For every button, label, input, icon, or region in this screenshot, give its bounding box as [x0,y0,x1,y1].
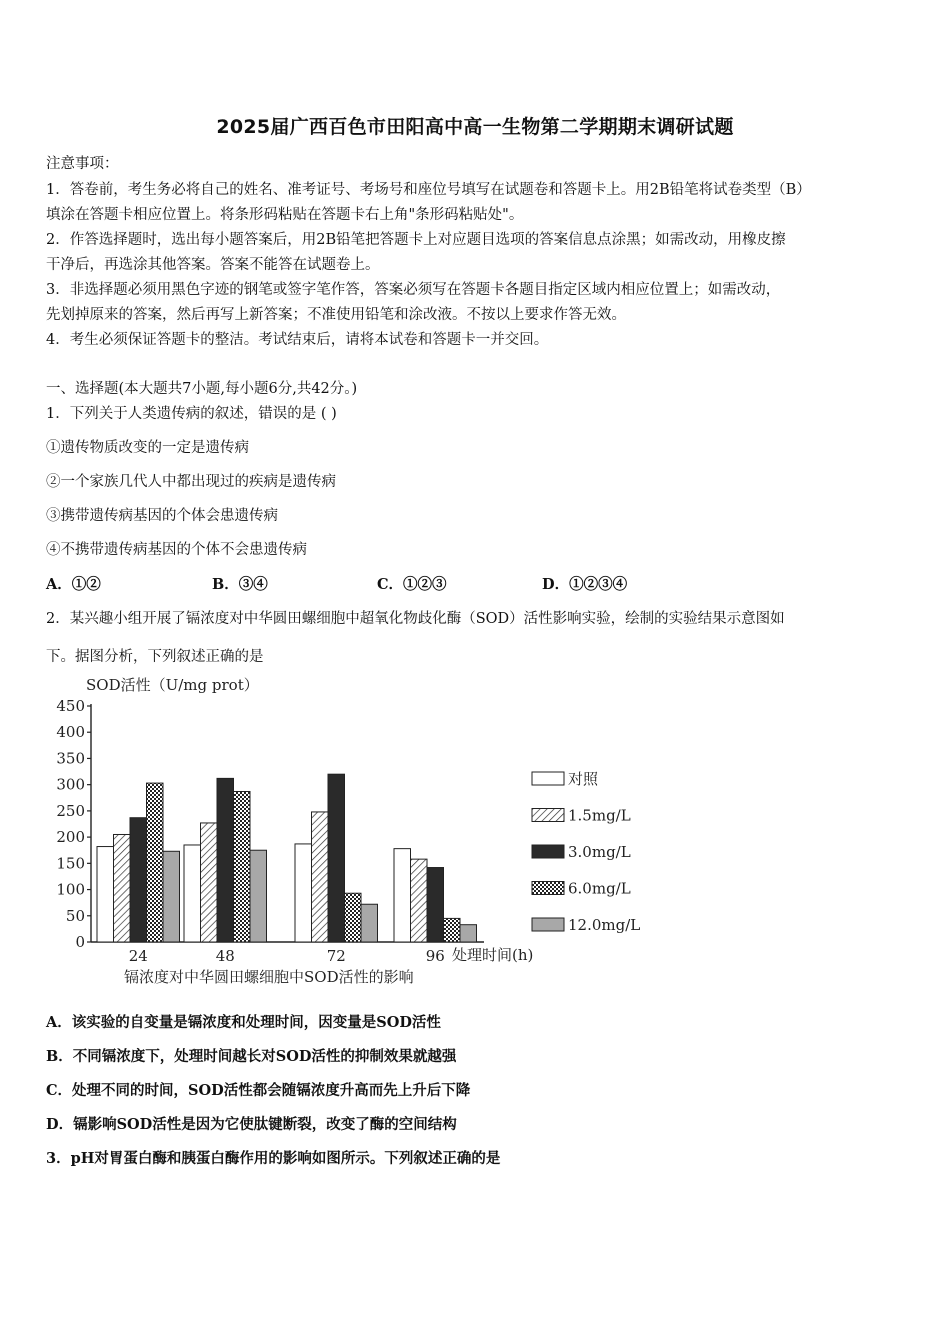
sod-bar-chart [44,668,644,993]
y-tick-label: 400 [56,723,85,742]
x-axis-label: 处理时间(h) [452,946,534,964]
legend-label: 6.0mg/L [568,879,631,898]
q1-option-d[interactable]: D．①②③④ [542,576,628,593]
q1-stem: 1．下列关于人类遗传病的叙述，错误的是 ( ) [46,406,337,422]
q2-stem: 下。据图分析，下列叙述正确的是 [46,649,264,665]
bar [361,904,378,942]
bar [114,834,131,942]
bar [444,918,461,942]
bar [427,868,444,942]
y-tick-label: 350 [56,749,85,768]
y-tick-label: 0 [75,933,85,951]
q2-option-d[interactable]: D．镉影响SOD活性是因为它使肽键断裂，改变了酶的空间结构 [46,1116,457,1133]
notice-line: 先划掉原来的答案，然后再写上新答案；不准使用铅笔和涂改液。不按以上要求作答无效。 [46,307,626,323]
x-tick-label: 48 [215,947,235,965]
notice-line: 1．答卷前，考生务必将自己的姓名、准考证号、考场号和座位号填写在试题卷和答题卡上。用2B铅笔将试卷类型（B） [46,182,811,198]
q3-stem: 3．pH对胃蛋白酶和胰蛋白酶作用的影响如图所示。下列叙述正确的是 [46,1150,501,1167]
y-tick-label: 200 [56,828,85,847]
legend-label: 3.0mg/L [568,843,631,861]
bar [234,791,251,942]
q1-statement: ②一个家族几代人中都出现过的疾病是遗传病 [46,474,336,490]
legend-swatch [532,845,564,858]
y-tick-label: 150 [56,854,85,873]
page-title: 2025届广西百色市田阳高中高一生物第二学期期末调研试题 [216,116,734,138]
q1-option-c[interactable]: C．①②③ [377,576,447,593]
bar [394,849,411,942]
y-axis-label: SOD活性（U/mg prot） [86,676,259,694]
bar [201,823,218,942]
bar [147,783,164,942]
q2-option-b[interactable]: B．不同镉浓度下，处理时间越长对SOD活性的抑制效果就越强 [46,1048,457,1065]
q1-statement: ④不携带遗传病基因的个体不会患遗传病 [46,542,307,558]
legend-label: 1.5mg/L [568,806,631,825]
chart-title: 镉浓度对中华圆田螺细胞中SOD活性的影响 [124,968,414,986]
section-heading: 一、选择题(本大题共7小题,每小题6分,共42分。) [46,381,358,397]
notice-line: 填涂在答题卡相应位置上。将条形码粘贴在答题卡右上角"条形码粘贴处"。 [46,207,524,223]
y-tick-label: 250 [56,801,85,820]
legend-swatch [532,882,564,895]
legend-label: 对照 [568,770,599,788]
bar [295,844,312,942]
q2-option-a[interactable]: A．该实验的自变量是镉浓度和处理时间，因变量是SOD活性 [46,1014,441,1031]
bar [130,818,147,942]
bar [217,778,234,942]
x-tick-label: 24 [128,947,148,965]
y-tick-label: 450 [56,697,85,715]
bar [345,893,362,942]
legend-swatch [532,772,564,785]
bar [97,847,114,942]
notice-line: 4．考生必须保证答题卡的整洁。考试结束后，请将本试卷和答题卡一并交回。 [46,332,549,348]
q1-statement: ③携带遗传病基因的个体会患遗传病 [46,508,278,524]
q1-option-a[interactable]: A．①② [46,576,101,593]
notice-line: 3．非选择题必须用黑色字迹的钢笔或签字笔作答，答案必须写在答题卡各题目指定区域内相应位置上；如需改动， [46,282,781,298]
bar [163,851,180,942]
bar [411,859,428,942]
notice-heading: 注意事项： [46,156,119,172]
y-tick-label: 100 [56,880,85,899]
bar [328,774,345,942]
bar [312,812,329,942]
q1-statement: ①遗传物质改变的一定是遗传病 [46,440,249,456]
q1-option-b[interactable]: B．③④ [212,576,268,593]
notice-line: 干净后，再选涂其他答案。答案不能答在试题卷上。 [46,257,380,273]
bar [250,850,267,942]
x-tick-label: 72 [326,947,346,965]
legend-swatch [532,809,564,822]
q2-stem: 2．某兴趣小组开展了镉浓度对中华圆田螺细胞中超氧化物歧化酶（SOD）活性影响实验，绘制的实验结果示意图如 [46,611,785,627]
notice-line: 2．作答选择题时，选出每小题答案后，用2B铅笔把答题卡上对应题目选项的答案信息点涂黑；如需改动，用橡皮擦 [46,232,786,248]
legend-swatch [532,918,564,931]
x-tick-label: 96 [425,947,445,965]
bar [184,845,201,942]
bar [460,925,477,942]
y-tick-label: 300 [56,775,85,794]
y-tick-label: 50 [65,906,85,925]
q2-option-c[interactable]: C．处理不同的时间，SOD活性都会随镉浓度升高而先上升后下降 [46,1082,471,1099]
legend-label: 12.0mg/L [568,916,641,934]
